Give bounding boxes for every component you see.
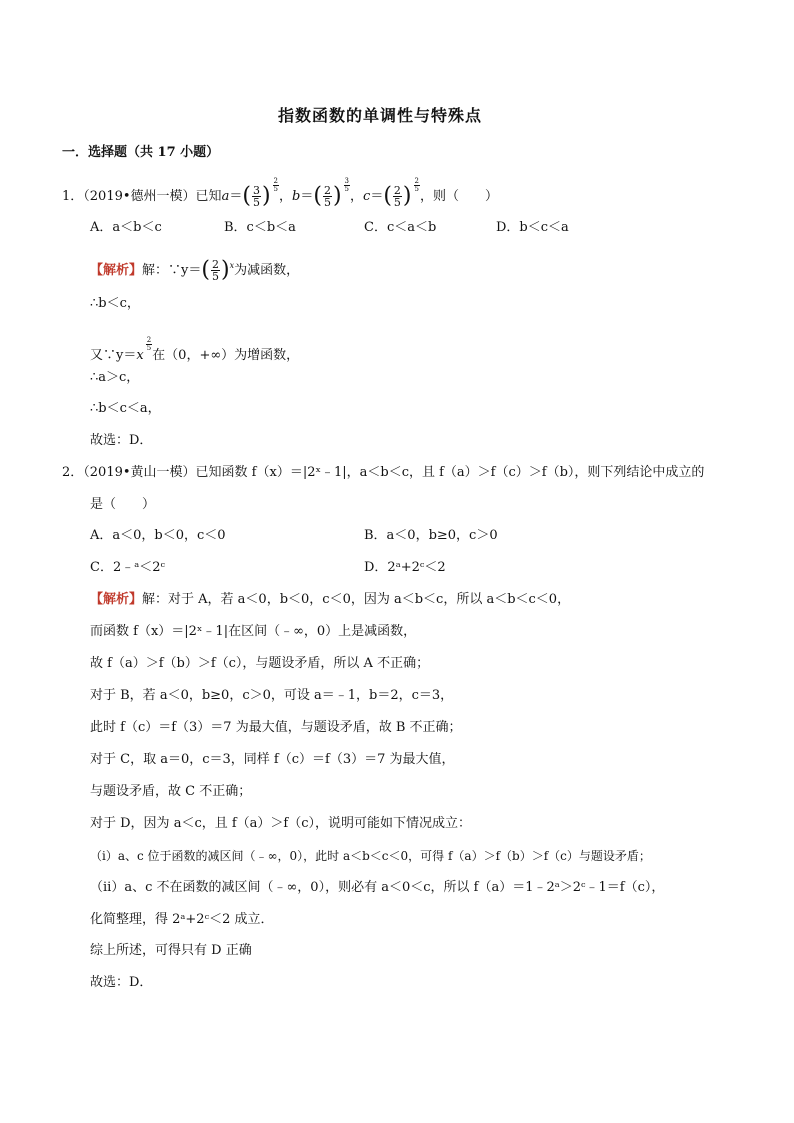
q1-option-d: D．b＜c＜a <box>496 220 569 235</box>
q2-option-c: C．2﹣ᵃ＜2ᶜ <box>90 560 166 575</box>
q1-solution-line: ∴b＜c＜a， <box>90 401 161 416</box>
q2-solution-line: 综上所述，可得只有 D 正确 <box>90 943 252 958</box>
q1-option-c: C．c＜a＜b <box>364 220 437 235</box>
q1-option-b: B．c＜b＜a <box>224 220 296 235</box>
q2-solution-line: 此时 f（c）＝f（3）＝7 为最大值，与题设矛盾，故 B 不正确； <box>90 720 462 735</box>
q2-solution-line: 对于 C，取 a＝0，c＝3，同样 f（c）＝f（3）＝7 为最大值， <box>90 752 455 767</box>
q1-solution-line: ∴a＞c， <box>90 370 140 385</box>
q2-option-b: B．a＜0，b≥0，c＞0 <box>364 528 498 543</box>
question-source: （2019•黄山一模） <box>83 465 196 480</box>
q2-solution-line: 对于 B，若 a＜0，b≥0，c＞0，可设 a＝﹣1，b＝2，c＝3， <box>90 688 454 703</box>
question-2-stem-cont: 是（ ） <box>90 497 156 512</box>
analysis-tag: 【解析】 <box>90 263 143 278</box>
q1-solution-line: ∴b＜c， <box>90 296 140 311</box>
q2-solution-line: 而函数 f（x）＝|2ˣ﹣1|在区间（﹣∞，0）上是减函数， <box>90 624 417 639</box>
q2-solution-line: 【解析】解：对于 A，若 a＜0，b＜0，c＜0，因为 a＜b＜c，所以 a＜b＜c＜0， <box>90 592 571 607</box>
question-number: 1． <box>62 189 84 204</box>
q1-answer: 故选：D． <box>90 433 153 448</box>
q2-solution-line: 故 f（a）＞f（b）＞f（c），与题设矛盾，所以 A 不正确； <box>90 656 430 671</box>
section-heading: 一．选择题（共 17 小题） <box>62 145 220 160</box>
q2-answer: 故选：D． <box>90 975 153 990</box>
q2-option-d: D．2ᵃ+2ᶜ＜2 <box>364 560 446 575</box>
q2-solution-line: 与题设矛盾，故 C 不正确； <box>90 784 252 799</box>
q2-solution-line: 对于 D，因为 a＜c，且 f（a）＞f（c），说明可能如下情况成立： <box>90 816 472 831</box>
question-source: （2019•德州一模） <box>83 189 196 204</box>
q1-solution-line: 【解析】解：∵y＝( $\frac{2}{5}$ )$^x$为减函数， <box>90 257 300 283</box>
page-title: 指数函数的单调性与特殊点 <box>278 106 483 125</box>
q2-solution-line: （ii）a、c 不在函数的减区间（﹣∞，0），则必有 a＜0＜c，所以 f（a）＝1﹣2ᵃ＞2ᶜ﹣1＝f（c）， <box>90 880 665 895</box>
q2-solution-line: 化简整理，得 2ᵃ+2ᶜ＜2 成立． <box>90 912 274 927</box>
question-1-stem: 1．（2019•德州一模）已知a＝( $\frac{3}{5}$ ) $\frac{2}{5}$ ，b＝( $\frac{2}{5}$ ) $\frac{3}{5}$ ，c＝( $\frac{2}{5}$ ) $\frac{2}{5}$ ，则（ ） <box>62 177 498 209</box>
question-2-stem: 2．（2019•黄山一模）已知函数 f（x）＝|2ˣ﹣1|，a＜b＜c，且 f（a）＞f（c）＞f（b），则下列结论中成立的 <box>62 465 705 480</box>
q1-option-a: A．a＜b＜c <box>90 220 162 235</box>
question-number: 2． <box>62 465 84 480</box>
q2-option-a: A．a＜0，b＜0，c＜0 <box>90 528 226 543</box>
q1-solution-line: 又∵y＝x $\frac{2}{5}$ 在（0，+∞）为增函数， <box>90 336 300 363</box>
q2-solution-line: （i）a、c 位于函数的减区间（﹣∞，0），此时 a＜b＜c＜0，可得 f（a）＞f（b）＞f（c）与题设矛盾； <box>90 849 651 863</box>
analysis-tag: 【解析】 <box>90 592 143 607</box>
